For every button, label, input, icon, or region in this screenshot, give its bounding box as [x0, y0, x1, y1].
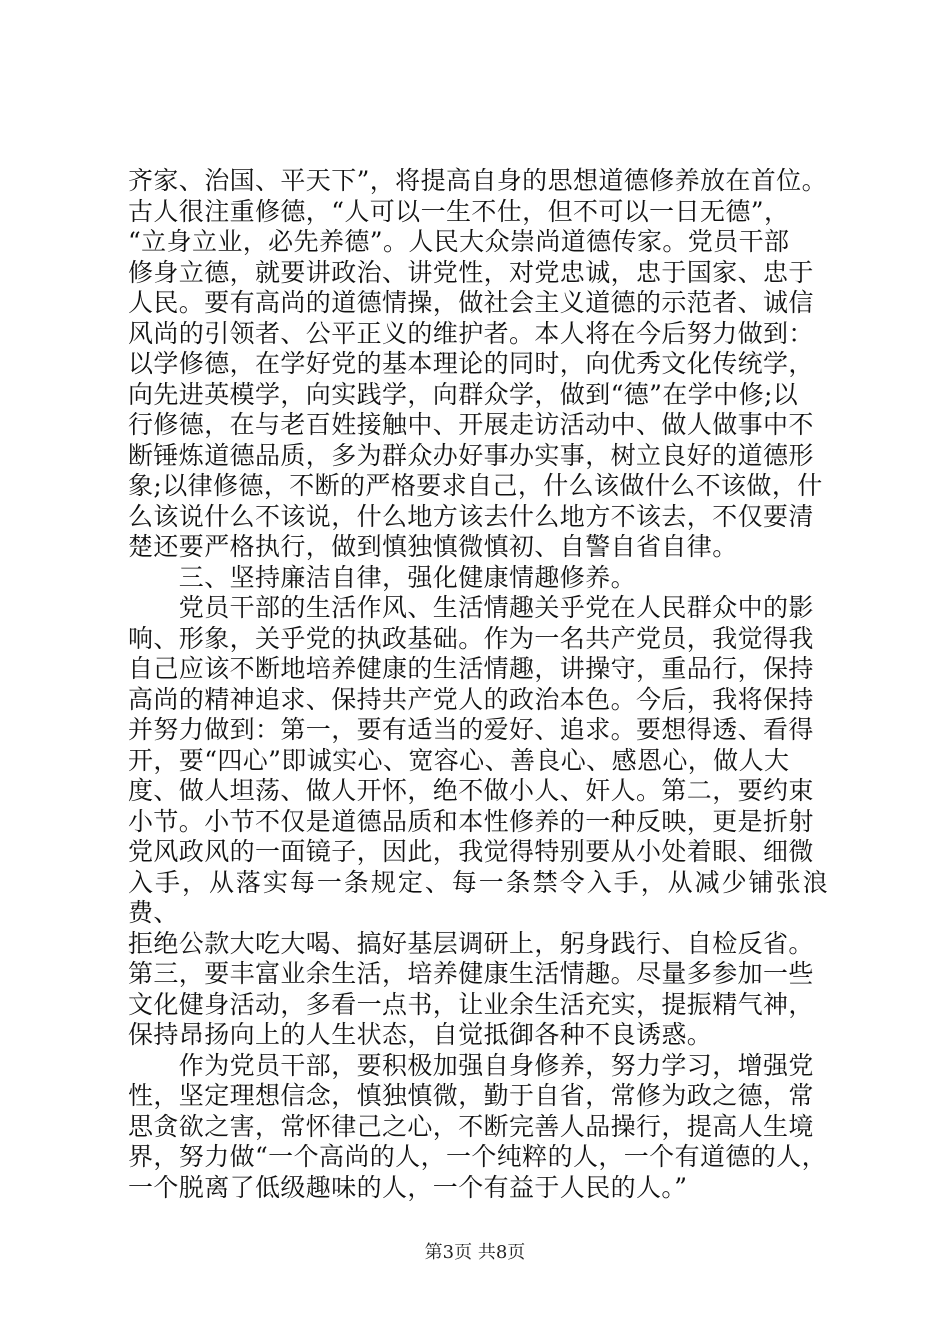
- text-line: 入手，从落实每一条规定、每一条禁令入手，从减少铺张浪费、: [128, 867, 828, 927]
- text-line: 象;以律修德，不断的严格要求自己，什么该做什么不该做，什: [128, 471, 823, 500]
- text-line: 齐家、治国、平天下”，将提高自身的思想道德修养放在首位。: [128, 166, 827, 195]
- text-line: 界，努力做“一个高尚的人，一个纯粹的人，一个有道德的人，: [128, 1142, 827, 1171]
- text-line: 第三，要丰富业余生活，培养健康生活情趣。尽量多参加一些: [128, 959, 814, 988]
- text-line: 修身立德，就要讲政治、讲党性，对党忠诚，忠于国家、忠于: [128, 257, 814, 287]
- text-line: 人民。要有高尚的道德情操，做社会主义道德的示范者、诚信: [128, 288, 814, 317]
- page-number-footer: 第3页 共8页: [424, 1242, 526, 1263]
- text-line: 作为党员干部，要积极加强自身修养，努力学习，增强党: [128, 1050, 814, 1080]
- text-line: 一个脱离了低级趣味的人，一个有益于人民的人。”: [128, 1172, 688, 1202]
- text-line: 自己应该不断地培养健康的生活情趣，讲操守，重品行，保持: [128, 654, 814, 683]
- text-line: 保持昂扬向上的人生状态，自觉抵御各种不良诱惑。: [128, 1020, 713, 1049]
- section-heading: 三、坚持廉洁自律，强化健康情趣修养。: [128, 562, 637, 592]
- text-line: 么该说什么不该说，什么地方该去什么地方不该去，不仅要清: [128, 501, 814, 531]
- text-line: 行修德，在与老百姓接触中、开展走访活动中、做人做事中不: [128, 410, 814, 439]
- document-body: [128, 166, 828, 1203]
- text-line: 文化健身活动，多看一点书，让业余生活充实，提振精气神，: [128, 989, 814, 1019]
- text-line: 党风政风的一面镜子，因此，我觉得特别要从小处着眼、细微: [128, 837, 814, 866]
- text-line: 度、做人坦荡、做人开怀，绝不做小人、奸人。第二，要约束: [128, 776, 814, 805]
- text-line: 思贪欲之害，常怀律己之心，不断完善人品操行，提高人生境: [128, 1111, 814, 1141]
- text-line: 楚还要严格执行，做到慎独慎微慎初、自警自省自律。: [128, 532, 738, 561]
- text-line: 风尚的引领者、公平正义的维护者。本人将在今后努力做到：: [128, 318, 814, 348]
- text-line: 高尚的精神追求、保持共产党人的政治本色。今后，我将保持: [128, 684, 814, 714]
- text-line: 向先进英模学，向实践学，向群众学，做到“德”在学中修;以: [128, 379, 799, 409]
- text-line: 断锤炼道德品质，多为群众办好事办实事，树立良好的道德形: [128, 440, 814, 470]
- text-line: 以学修德，在学好党的基本理论的同时，向优秀文化传统学，: [128, 349, 814, 378]
- text-line: 性，坚定理想信念，慎独慎微，勤于自省，常修为政之德，常: [128, 1081, 814, 1110]
- text-line: 小节。小节不仅是道德品质和本性修养的一种反映，更是折射: [128, 806, 814, 836]
- text-line: 拒绝公款大吃大喝、搞好基层调研上，躬身践行、自检反省。: [128, 928, 814, 958]
- text-line: 并努力做到：第一，要有适当的爱好、追求。要想得透、看得: [128, 715, 814, 744]
- text-line: “立身立业，必先养德”。人民大众崇尚道德传家。党员干部: [128, 227, 790, 256]
- text-line: 开，要“四心”即诚实心、宽容心、善良心、感恩心，做人大: [128, 745, 790, 775]
- text-line: 党员干部的生活作风、生活情趣关乎党在人民群众中的影: [128, 593, 814, 622]
- text-line: 响、形象，关乎党的执政基础。作为一名共产党员，我觉得我: [128, 623, 814, 653]
- text-line: 古人很注重修德，“人可以一生不仕，但不可以一日无德”，: [128, 196, 790, 226]
